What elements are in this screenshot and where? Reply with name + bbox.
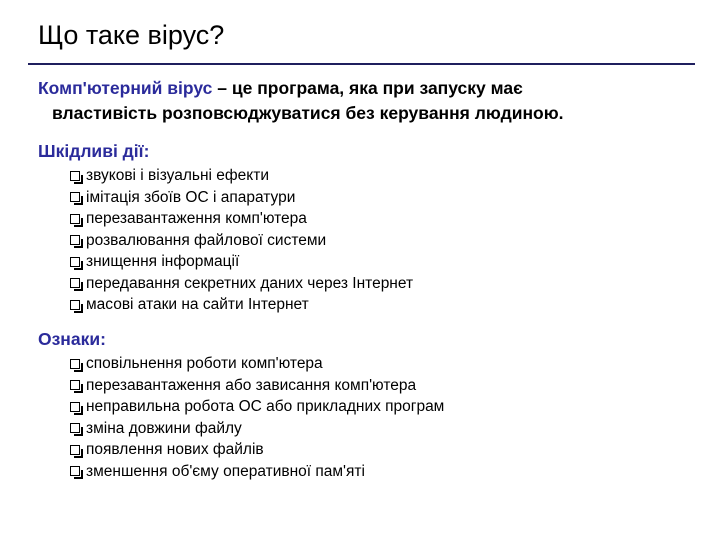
checkbox-bullet-icon xyxy=(70,214,80,224)
slide-title: Що таке вірус? xyxy=(38,20,225,50)
definition-text-line1: – це програма, яка при запуску має xyxy=(212,78,523,98)
list-item: знищення інформації xyxy=(70,251,413,273)
checkbox-bullet-icon xyxy=(70,235,80,245)
list-item: неправильна робота ОС або прикладних програм xyxy=(70,396,444,418)
list-item: звукові і візуальні ефекти xyxy=(70,165,413,187)
definition-paragraph xyxy=(38,76,698,126)
checkbox-bullet-icon xyxy=(70,402,80,412)
checkbox-bullet-icon xyxy=(70,445,80,455)
list-item: перезавантаження або зависання комп'ютера xyxy=(70,375,444,397)
checkbox-bullet-icon xyxy=(70,359,80,369)
list-item: розвалювання файлової системи xyxy=(70,230,413,252)
list-item: зменшення об'єму оперативної пам'яті xyxy=(70,461,444,483)
list-item: появлення нових файлів xyxy=(70,439,444,461)
definition-term: Комп'ютерний вірус xyxy=(38,78,213,98)
list-item: імітація збоїв ОС і апаратури xyxy=(70,187,413,209)
checkbox-bullet-icon xyxy=(70,466,80,476)
checkbox-bullet-icon xyxy=(70,423,80,433)
list-item: сповільнення роботи комп'ютера xyxy=(70,353,444,375)
checkbox-bullet-icon xyxy=(70,171,80,181)
harmful-actions-heading: Шкідливі дії: xyxy=(38,141,150,161)
list-item: масові атаки на сайти Інтернет xyxy=(70,294,413,316)
checkbox-bullet-icon xyxy=(70,192,80,202)
signs-list xyxy=(70,353,444,482)
list-item: перезавантаження комп'ютера xyxy=(70,208,413,230)
checkbox-bullet-icon xyxy=(70,257,80,267)
list-item: зміна довжини файлу xyxy=(70,418,444,440)
signs-heading: Ознаки: xyxy=(38,329,106,349)
title-divider xyxy=(28,63,695,65)
harmful-actions-list xyxy=(70,165,413,316)
checkbox-bullet-icon xyxy=(70,278,80,288)
list-item: передавання секретних даних через Інтернет xyxy=(70,273,413,295)
definition-text-line2: властивість розповсюджуватися без керування людиною. xyxy=(52,103,564,123)
checkbox-bullet-icon xyxy=(70,380,80,390)
checkbox-bullet-icon xyxy=(70,300,80,310)
